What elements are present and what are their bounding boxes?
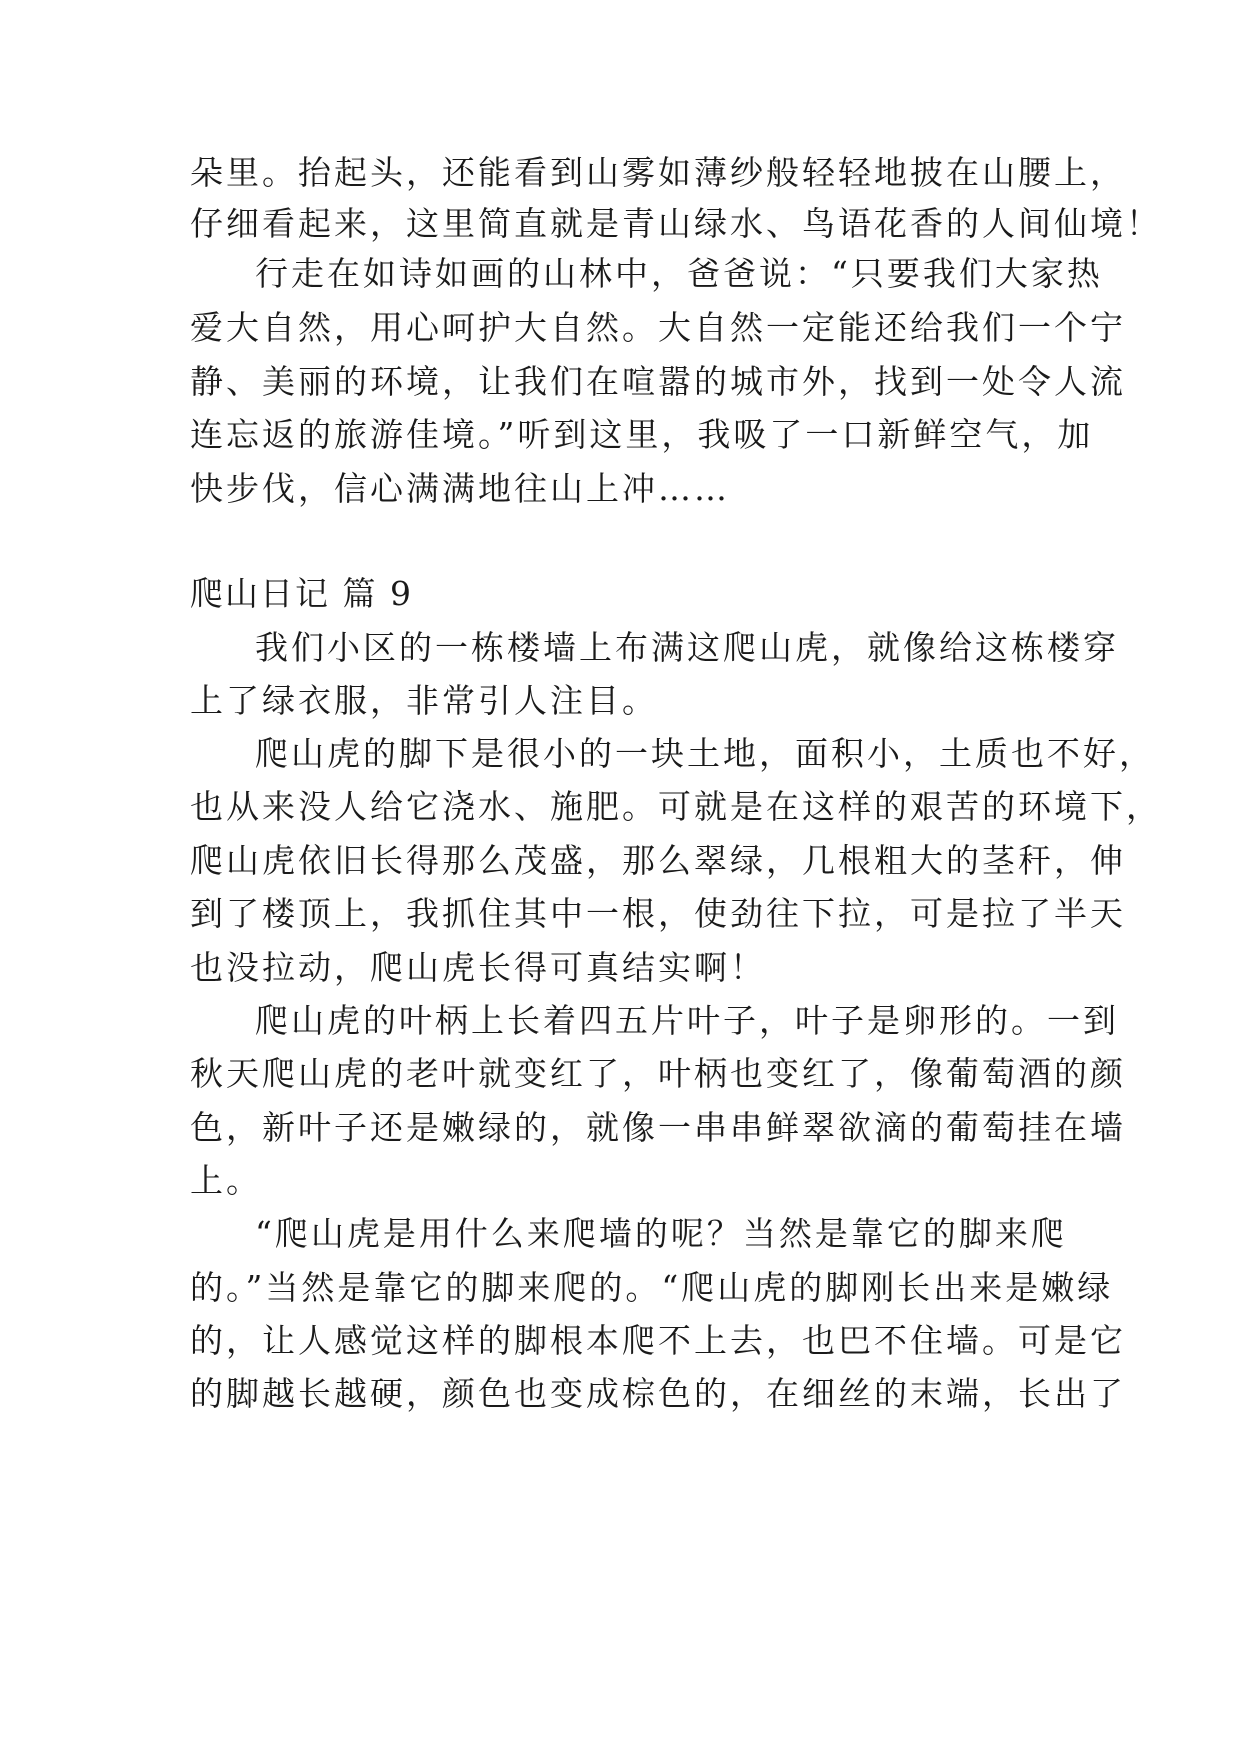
text-line: 爬山虎依旧长得那么茂盛，那么翠绿，几根粗大的茎秆，伸: [190, 841, 1126, 880]
text-line: 爱大自然，用心呵护大自然。大自然一定能还给我们一个宁: [190, 308, 1126, 347]
text-line: 的脚越长越硬，颜色也变成棕色的，在细丝的末端，长出了: [190, 1374, 1126, 1413]
text-line: 的，让人感觉这样的脚根本爬不上去，也巴不住墙。可是它: [190, 1321, 1126, 1360]
paragraph-first-line: 爬山虎的脚下是很小的一块土地，面积小，土质也不好，: [255, 734, 1155, 773]
section-heading: 爬山日记 篇 9: [190, 574, 413, 613]
text-line: 连忘返的旅游佳境。”听到这里，我吸了一口新鲜空气，加: [190, 415, 1094, 454]
text-line: 静、美丽的环境，让我们在喧嚣的城市外，找到一处令人流: [190, 362, 1126, 401]
text-line: 到了楼顶上，我抓住其中一根，使劲往下拉，可是拉了半天: [190, 894, 1126, 933]
text-line: 快步伐，信心满满地往山上冲……: [190, 469, 730, 508]
paragraph-first-line: “爬山虎是用什么来爬墙的呢？当然是靠它的脚来爬: [255, 1214, 1067, 1253]
paragraph-first-line: 行走在如诗如画的山林中，爸爸说：“只要我们大家热: [255, 254, 1103, 293]
paragraph-first-line: 爬山虎的叶柄上长着四五片叶子，叶子是卵形的。一到: [255, 1001, 1119, 1040]
text-line: 也没拉动，爬山虎长得可真结实啊！: [190, 948, 766, 987]
text-line: 秋天爬山虎的老叶就变红了，叶柄也变红了，像葡萄酒的颜: [190, 1054, 1126, 1093]
text-line: 色，新叶子还是嫩绿的，就像一串串鲜翠欲滴的葡萄挂在墙: [190, 1108, 1126, 1147]
text-line: 也从来没人给它浇水、施肥。可就是在这样的艰苦的环境下，: [190, 787, 1162, 826]
text-line: 上。: [190, 1161, 262, 1200]
text-line: 朵里。抬起头，还能看到山雾如薄纱般轻轻地披在山腰上，: [190, 153, 1126, 192]
text-line: 上了绿衣服，非常引人注目。: [190, 681, 658, 720]
text-line: 的。”当然是靠它的脚来爬的。“爬山虎的脚刚长出来是嫩绿: [190, 1268, 1114, 1307]
paragraph-first-line: 我们小区的一栋楼墙上布满这爬山虎，就像给这栋楼穿: [255, 628, 1119, 667]
text-line: 仔细看起来，这里简直就是青山绿水、鸟语花香的人间仙境！: [190, 204, 1162, 243]
